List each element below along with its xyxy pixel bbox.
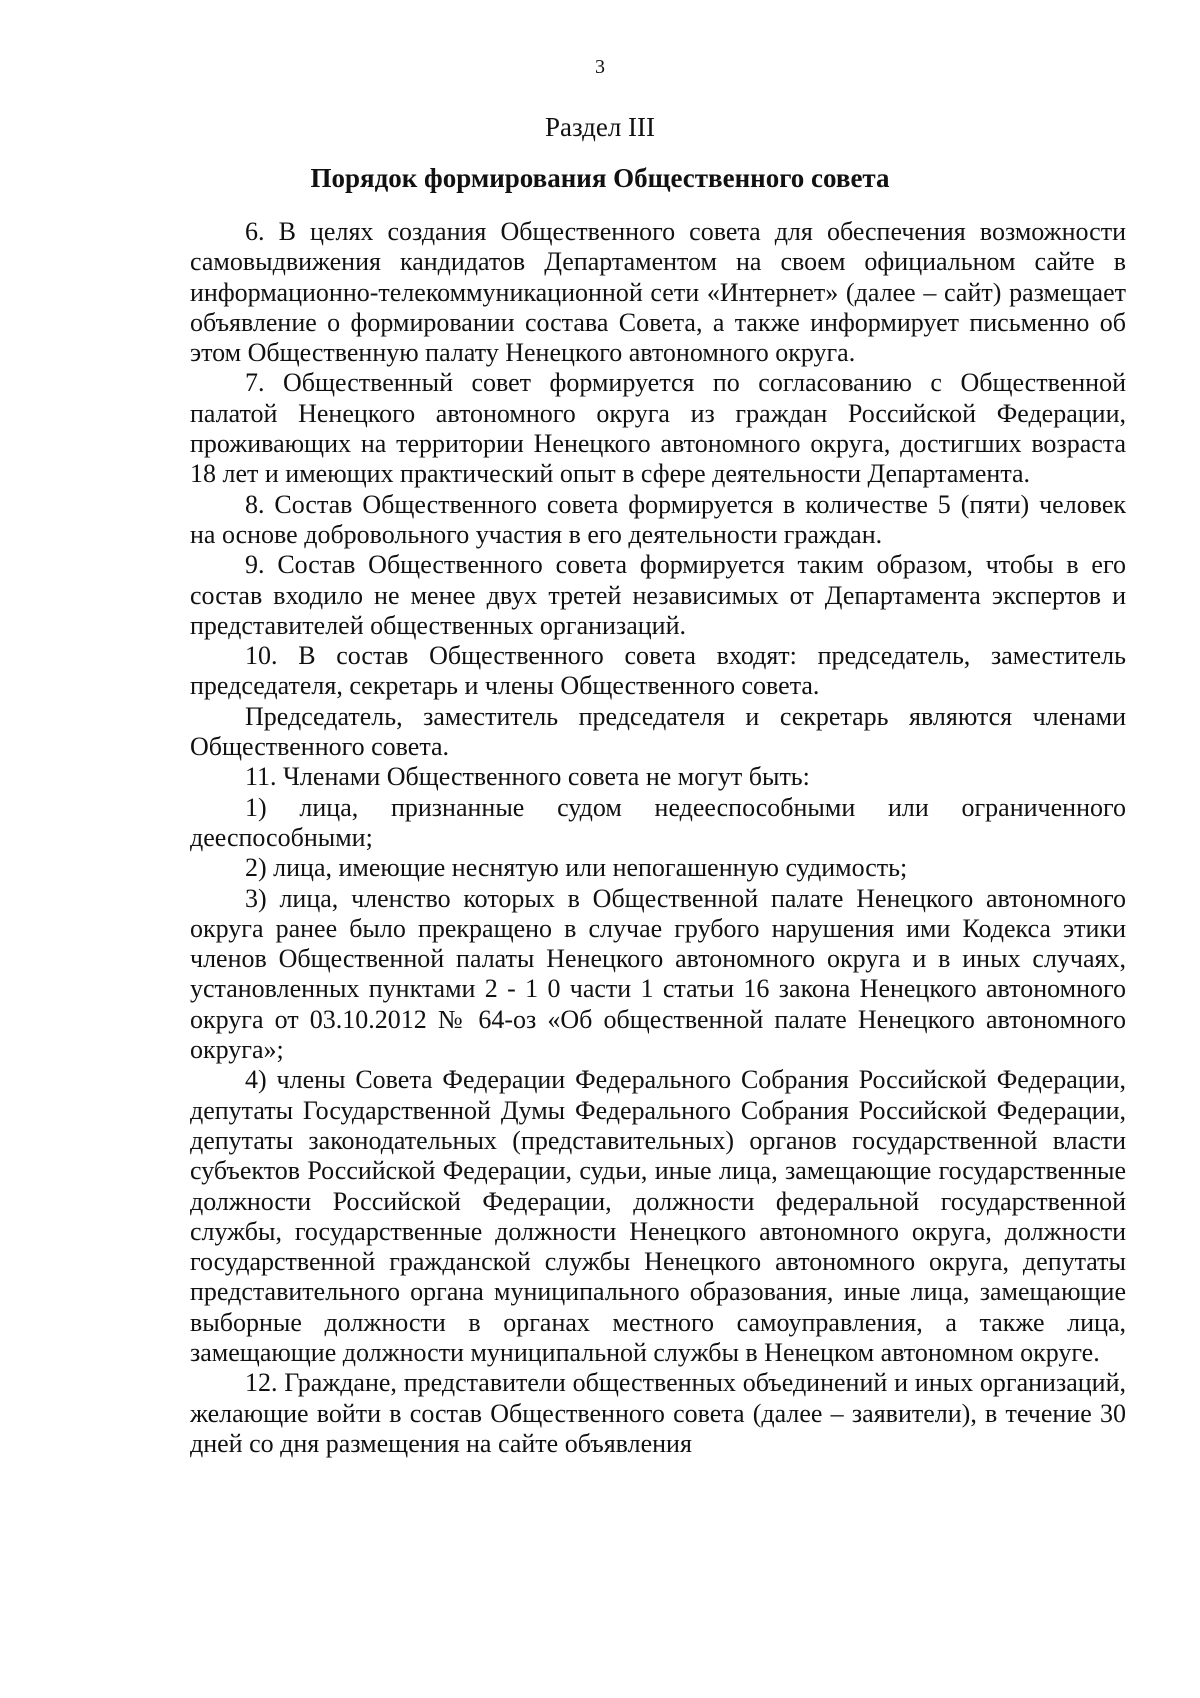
document-body: [190, 217, 1126, 1459]
paragraph-7: 7. Общественный совет формируется по согласованию с Общественной палатой Ненецкого автономного округа из граждан Российской Федерации, проживающих на территории Ненецкого автономного округа, достигших возраста 18 лет и имеющих практический опыт в сфере деятельности Департамента.: [190, 368, 1126, 489]
list-item-1: 1) лица, признанные судом недееспособными или ограниченного дееспособными;: [190, 792, 1126, 852]
paragraph-9: 9. Состав Общественного совета формируется таким образом, чтобы в его состав входило не менее двух третей независимых от Департамента экспертов и представителей общественных организаций.: [190, 550, 1126, 640]
page-number: 3: [595, 56, 605, 78]
heading: Порядок формирования Общественного совета: [310, 163, 890, 193]
list-item-3: 3) лица, членство которых в Общественной палате Ненецкого автономного округа ранее было прекращено в случае грубого нарушения ими Кодекса этики членов Общественной палаты Ненецкого автономного округа и в иных случаях, установленных пунктами 2 - 1 0 части 1 статьи 16 закона Ненецкого автономного округа от 03.10.2012 № 64-оз «Об общественной палате Ненецкого автономного округа»;: [190, 883, 1126, 1065]
paragraph-6: 6. В целях создания Общественного совета для обеспечения возможности самовыдвижения кандидатов Департаментом на своем официальном сайте в информационно-телекоммуникационной сети «Интернет» (далее – сайт) размещает объявление о формировании состава Совета, а также информирует письменно об этом Общественную палату Ненецкого автономного округа.: [190, 217, 1126, 368]
section-title: Раздел III: [544, 112, 656, 142]
paragraph-12: 12. Граждане, представители общественных объединений и иных организаций, желающие войти в состав Общественного совета (далее – заявители), в течение 30 дней со дня размещения на сайте объявления: [190, 1368, 1126, 1458]
list-item-2: 2) лица, имеющие неснятую или непогашенную судимость;: [245, 853, 908, 883]
paragraph-11: 11. Членами Общественного совета не могут быть:: [245, 762, 810, 792]
list-item-4: 4) члены Совета Федерации Федерального Собрания Российской Федерации, депутаты Государственной Думы Федерального Собрания Российской Федерации, депутаты законодательных (представительных) органов государственной власти субъектов Российской Федерации, судьи, иные лица, замещающие государственные должности Российской Федерации, должности федеральной государственной службы, государственные должности Ненецкого автономного округа, должности государственной гражданской службы Ненецкого автономного округа, депутаты представительного органа муниципального образования, иные лица, замещающие выборные должности в органах местного самоуправления, а также лица, замещающие должности муниципальной службы в Ненецком автономном округе.: [190, 1065, 1126, 1367]
paragraph-8: 8. Состав Общественного совета формируется в количестве 5 (пяти) человек на основе добровольного участия в его деятельности граждан.: [190, 489, 1126, 549]
paragraph-chair: Председатель, заместитель председателя и секретарь являются членами Общественного совета.: [190, 701, 1126, 762]
paragraph-10: 10. В состав Общественного совета входят: председатель, заместитель председателя, секретарь и члены Общественного совета.: [190, 641, 1126, 701]
